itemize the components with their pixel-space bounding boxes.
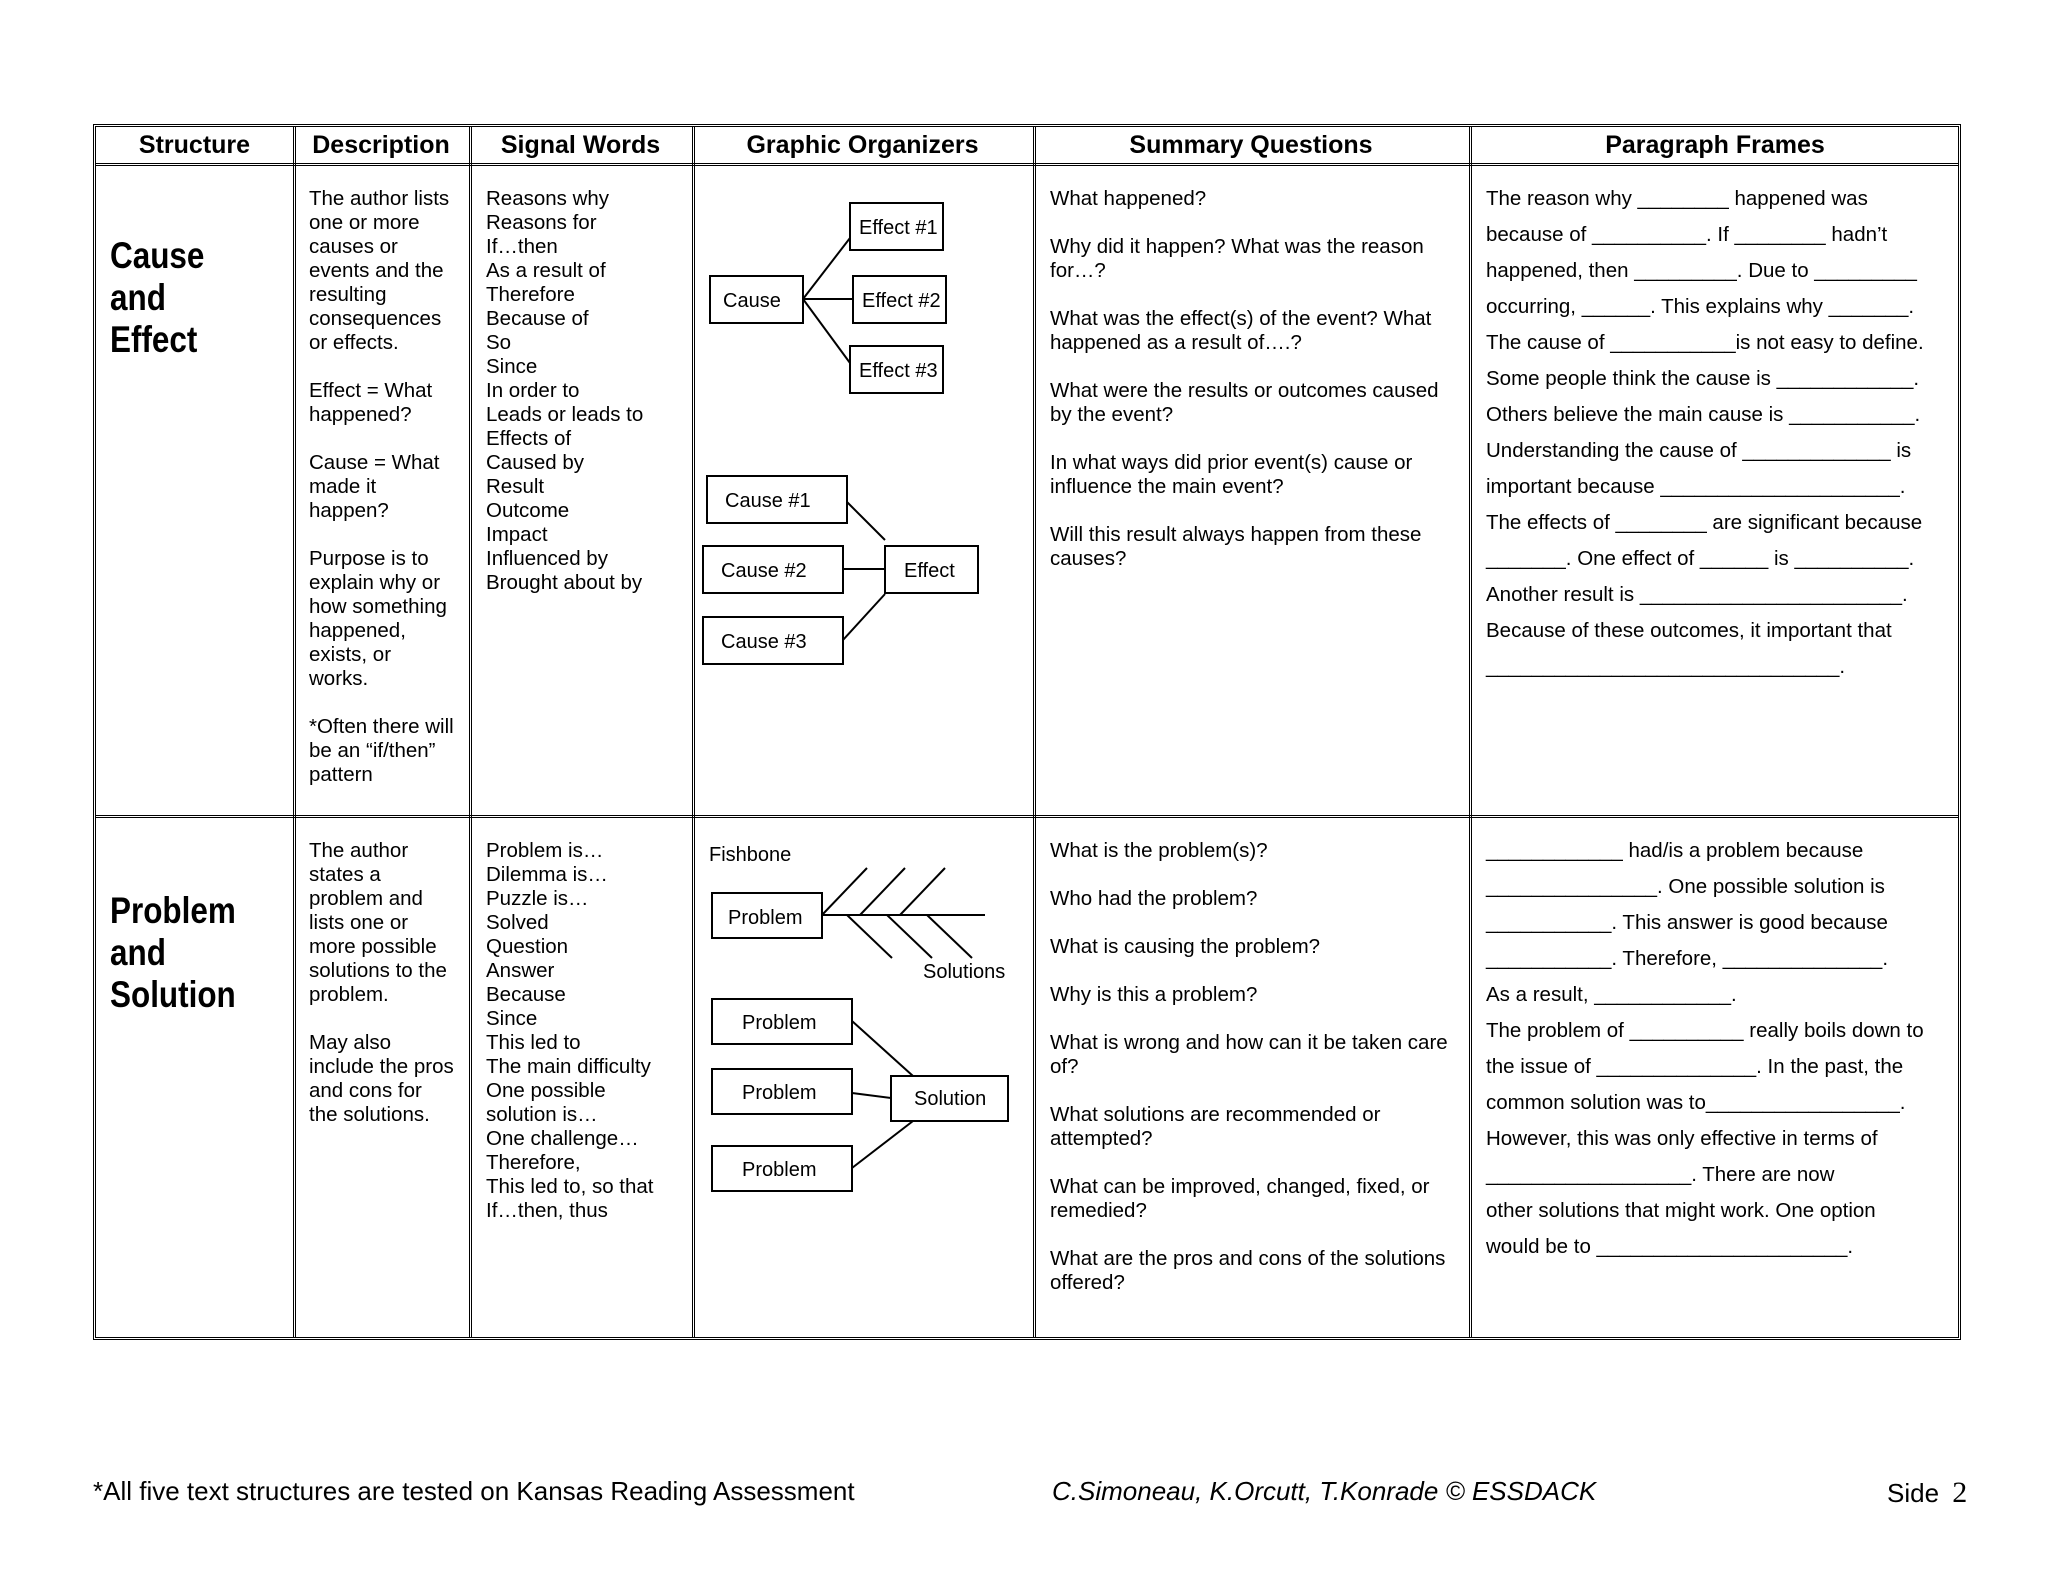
text-line: The main difficulty [486,1055,651,1078]
text-line: What can be improved, changed, fixed, or [1050,1175,1430,1198]
structure-cause-effect: Cause and Effect [110,235,205,360]
text-line: If…then, thus [486,1199,608,1222]
fishbone-solutions-label: Solutions [923,961,1006,983]
problem-solution-organizer [695,818,1033,1340]
text-line [1050,211,1460,235]
text-line [309,355,469,379]
text-line: What happened? [1050,187,1207,210]
header-structure: Structure [138,130,251,159]
text-line: However, this was only effective in terms of [1486,1127,1878,1150]
footer-credit: C.Simoneau, K.Orcutt, T.Konrade © ESSDACK [1052,1476,1597,1506]
text-line: happened? [309,403,412,426]
structure-problem-solution: Problem and Solution [110,890,236,1015]
text-line: Effects of [486,427,572,450]
text-line: What was the effect(s) of the event? What [1050,307,1432,330]
text-line: Why did it happen? What was the reason [1050,235,1424,258]
text-line: important because _____________________. [1486,475,1906,498]
text-line: the issue of ______________. In the past, the [1486,1055,1904,1078]
column-divider [1469,127,1472,1337]
text-line: Some people think the cause is ____________. [1486,367,1920,390]
text-line: Question [486,935,569,958]
column-divider [1033,127,1036,1337]
text-line: and cons for [309,1079,422,1102]
text-line: Influenced by [486,547,608,570]
text-line: Effect = What [309,379,433,402]
signal-words-problem-solution [486,839,691,1223]
text-line: What is the problem(s)? [1050,839,1268,862]
text-line: _______________________________. [1486,655,1846,678]
text-line: May also [309,1031,392,1054]
text-line: The effects of ________ are significant because [1486,511,1923,534]
text-line: Caused by [486,451,585,474]
text-line: Therefore, [486,1151,581,1174]
footer-side [1887,1476,1967,1510]
text-line: happened, then _________. Due to _________ [1486,259,1917,282]
header-paragraph-frames: Paragraph Frames [1605,130,1825,159]
text-line: states a [309,863,381,886]
text-line [1050,355,1460,379]
text-line: one or more [309,211,420,234]
column-divider [469,127,472,1337]
text-line: Therefore [486,283,575,306]
text-line: *Often there will [309,715,454,738]
text-line: So [486,331,512,354]
text-line: Who had the problem? [1050,887,1258,910]
cause-effect-organizer [695,166,1033,816]
side-number: 2 [1952,1476,1968,1509]
text-line: In what ways did prior event(s) cause or [1050,451,1413,474]
text-line: Cause = What [309,451,440,474]
text-line: ____________ had/is a problem because [1486,839,1864,862]
text-line: or effects. [309,331,399,354]
text-line: lists one or [309,911,409,934]
text-line: Solved [486,911,549,934]
text-line: Why is this a problem? [1050,983,1258,1006]
header-description: Description [312,130,450,159]
paragraph-frames-problem-solution [1486,833,1956,1265]
text-line: _______. One effect of ______ is __________. [1486,547,1915,570]
text-line: Purpose is to [309,547,429,570]
effect-2-label: Effect #2 [862,290,941,312]
text-line [1050,427,1460,451]
text-line: This led to, so that [486,1175,654,1198]
text-line: _______________. One possible solution is [1486,875,1885,898]
text-line: explain why or [309,571,441,594]
text-line [1050,1151,1460,1175]
effect-3-label: Effect #3 [859,360,938,382]
text-line: solution is… [486,1103,598,1126]
text-line: Impact [486,523,548,546]
text-line: occurring, ______. This explains why _______. [1486,295,1915,318]
text-line: happen? [309,499,389,522]
problem-3-label: Problem [742,1159,817,1181]
text-line: One challenge… [486,1127,639,1150]
text-line: Since [486,355,538,378]
signal-words-cause-effect [486,187,691,595]
text-line: The author lists [309,187,450,210]
text-line: As a result, ____________. [1486,983,1737,1006]
header-signal-words: Signal Words [500,130,661,159]
text-line: Puzzle is… [486,887,589,910]
problem-2-label: Problem [742,1082,817,1104]
cause-label: Cause [723,290,781,312]
text-line: causes? [1050,547,1127,570]
text-line: causes or [309,235,398,258]
text-line: As a result of [486,259,606,282]
text-line: __________________. There are now [1486,1163,1835,1186]
text-line: Dilemma is… [486,863,608,886]
text-line: influence the main event? [1050,475,1284,498]
text-line: made it [309,475,377,498]
text-line [1050,1223,1460,1247]
column-divider [293,127,296,1337]
footer-note: *All five text structures are tested on Kansas Reading Assessment [93,1476,855,1506]
text-line [309,523,469,547]
text-line: ___________. This answer is good because [1486,911,1888,934]
paragraph-frames-cause-effect [1486,181,1956,685]
text-line [1050,499,1460,523]
text-line: The reason why ________ happened was [1486,187,1868,210]
text-line [1050,911,1460,935]
text-line: consequences [309,307,442,330]
text-line: include the pros [309,1055,454,1078]
text-line: The cause of ___________is not easy to define. [1486,331,1924,354]
text-line: Since [486,1007,538,1030]
text-line: problem. [309,983,389,1006]
text-line: because of __________. If ________ hadn’t [1486,223,1888,246]
text-line: Because of [486,307,589,330]
text-line: resulting [309,283,387,306]
text-line: Because [486,983,566,1006]
fishbone-problem-label: Problem [728,907,803,929]
text-line: What were the results or outcomes caused [1050,379,1439,402]
summary-questions-cause-effect [1050,187,1460,571]
summary-questions-problem-solution [1050,839,1460,1295]
effect-1-label: Effect #1 [859,217,938,239]
text-line: The author [309,839,409,862]
text-line: happened, [309,619,406,642]
text-line: attempted? [1050,1127,1153,1150]
text-line: problem and [309,887,423,910]
text-line: What are the pros and cons of the solutions [1050,1247,1446,1270]
text-line: Leads or leads to [486,403,644,426]
text-line [1050,959,1460,983]
text-line [1050,283,1460,307]
text-line: Result [486,475,545,498]
text-line: of? [1050,1055,1079,1078]
text-line: more possible [309,935,437,958]
side-label: Side [1887,1478,1940,1508]
header-graphic-organizers: Graphic Organizers [746,130,979,159]
text-line: common solution was to_________________. [1486,1091,1906,1114]
text-line: This led to [486,1031,581,1054]
text-line: how something [309,595,447,618]
text-line: Another result is _______________________. [1486,583,1908,606]
text-line: works. [309,667,369,690]
text-line: Answer [486,959,555,982]
text-line [1050,1079,1460,1103]
text-line: Problem is… [486,839,604,862]
text-line: by the event? [1050,403,1174,426]
solution-label: Solution [914,1088,987,1110]
text-line: Because of these outcomes, it important that [1486,619,1892,642]
text-structures-table [93,124,1961,1340]
cause-2-label: Cause #2 [721,560,807,582]
fishbone-label: Fishbone [709,844,792,866]
text-line: pattern [309,763,373,786]
text-line: exists, or [309,643,392,666]
text-line [1050,863,1460,887]
text-line: other solutions that might work. One option [1486,1199,1876,1222]
text-line: Reasons for [486,211,597,234]
cause-1-label: Cause #1 [725,490,811,512]
text-line: be an “if/then” [309,739,436,762]
effect-label: Effect [904,560,955,582]
text-line: the solutions. [309,1103,430,1126]
text-line: for…? [1050,259,1106,282]
text-line: Reasons why [486,187,610,210]
text-line: solutions to the [309,959,447,982]
text-line: Brought about by [486,571,643,594]
text-line: If…then [486,235,558,258]
text-line: offered? [1050,1271,1125,1294]
text-line [309,427,469,451]
text-line: What is causing the problem? [1050,935,1321,958]
text-line: ___________. Therefore, ______________. [1486,947,1889,970]
text-line: Will this result always happen from these [1050,523,1422,546]
text-line: What solutions are recommended or [1050,1103,1381,1126]
text-line: In order to [486,379,580,402]
text-line: remedied? [1050,1199,1147,1222]
text-line [309,691,469,715]
problem-1-label: Problem [742,1012,817,1034]
header-summary-questions: Summary Questions [1129,130,1373,159]
description-problem-solution [309,839,469,1127]
text-line [309,1007,469,1031]
text-line: Outcome [486,499,570,522]
text-line: Others believe the main cause is ___________. [1486,403,1921,426]
text-line [1050,1007,1460,1031]
text-line: What is wrong and how can it be taken care [1050,1031,1448,1054]
cause-3-label: Cause #3 [721,631,807,653]
text-line: Understanding the cause of _____________ is [1486,439,1912,462]
text-line: events and the [309,259,444,282]
description-cause-effect [309,187,469,787]
text-line: The problem of __________ really boils down to [1486,1019,1924,1042]
text-line: would be to ______________________. [1486,1235,1854,1258]
text-line: happened as a result of….? [1050,331,1302,354]
text-line: One possible [486,1079,606,1102]
